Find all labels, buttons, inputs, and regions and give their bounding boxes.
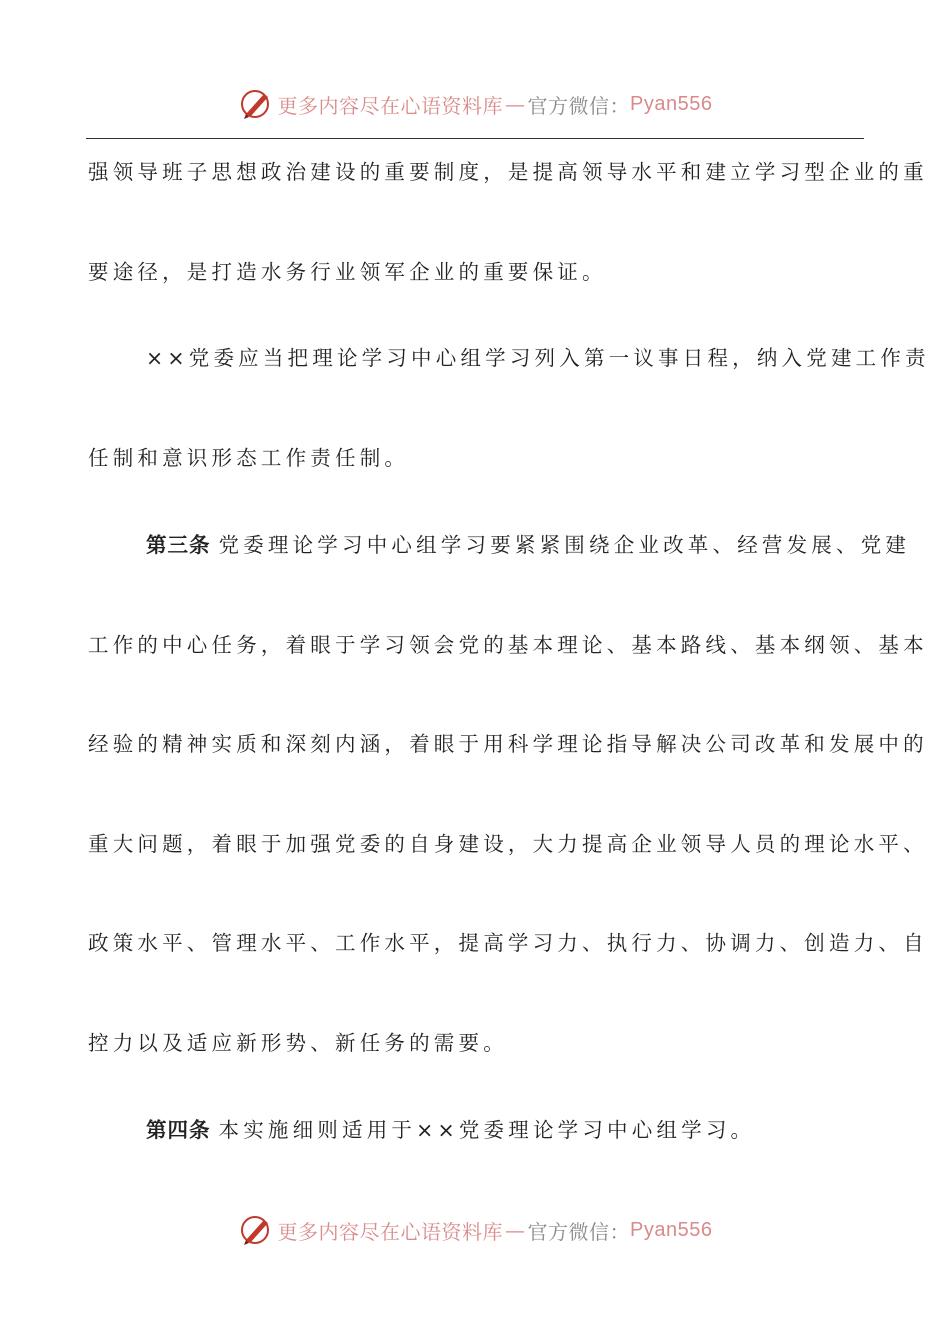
text-line: ××党委应当把理论学习中心组学习列入第一议事日程，纳入党建工作责 (146, 346, 930, 370)
text-line: 控力以及适应新形势、新任务的需要。 (88, 1031, 508, 1055)
article-4-paragraph (146, 1115, 864, 1145)
header-separator: — (505, 92, 526, 116)
article-3-label: 第三条 (146, 533, 211, 557)
header-banner (0, 84, 950, 124)
footer-banner (0, 1210, 950, 1250)
text-line: 本实施细则适用于××党委理论学习中心组学习。 (218, 1118, 756, 1142)
text-line: 工作的中心任务，着眼于学习领会党的基本理论、基本路线、基本纲领、基本 (88, 633, 928, 657)
text-line: 任制和意识形态工作责任制。 (88, 446, 410, 470)
header-brand-text: 更多内容尽在心语资料库 (277, 93, 504, 118)
text-line: 经验的精神实质和深刻内涵，着眼于用科学理论指导解决公司改革和发展中的 (88, 732, 928, 756)
pen-logo-icon (238, 86, 274, 122)
footer-wechat-id: Pyan556 (630, 1218, 713, 1241)
text-line: 强领导班子思想政治建设的重要制度，是提高领导水平和建立学习型企业的重 (88, 160, 928, 184)
footer-separator: — (505, 1218, 526, 1242)
text-line: 政策水平、管理水平、工作水平，提高学习力、执行力、协调力、创造力、自 (88, 931, 928, 955)
header-wechat-label: 官方微信： (527, 93, 631, 118)
text-line: 党委理论学习中心组学习要紧紧围绕企业改革、经营发展、党建 (218, 533, 911, 557)
pen-logo-icon (238, 1212, 274, 1248)
footer-brand-text: 更多内容尽在心语资料库 (277, 1219, 504, 1244)
article-4-label: 第四条 (146, 1118, 211, 1142)
header-divider (86, 138, 864, 139)
text-line: 重大问题，着眼于加强党委的自身建设，大力提高企业领导人员的理论水平、 (88, 832, 928, 856)
footer-wechat-label: 官方微信： (527, 1219, 631, 1244)
header-wechat-id: Pyan556 (630, 92, 713, 115)
article-3-paragraph (146, 530, 911, 560)
text-line: 要途径，是打造水务行业领军企业的重要保证。 (88, 260, 607, 284)
